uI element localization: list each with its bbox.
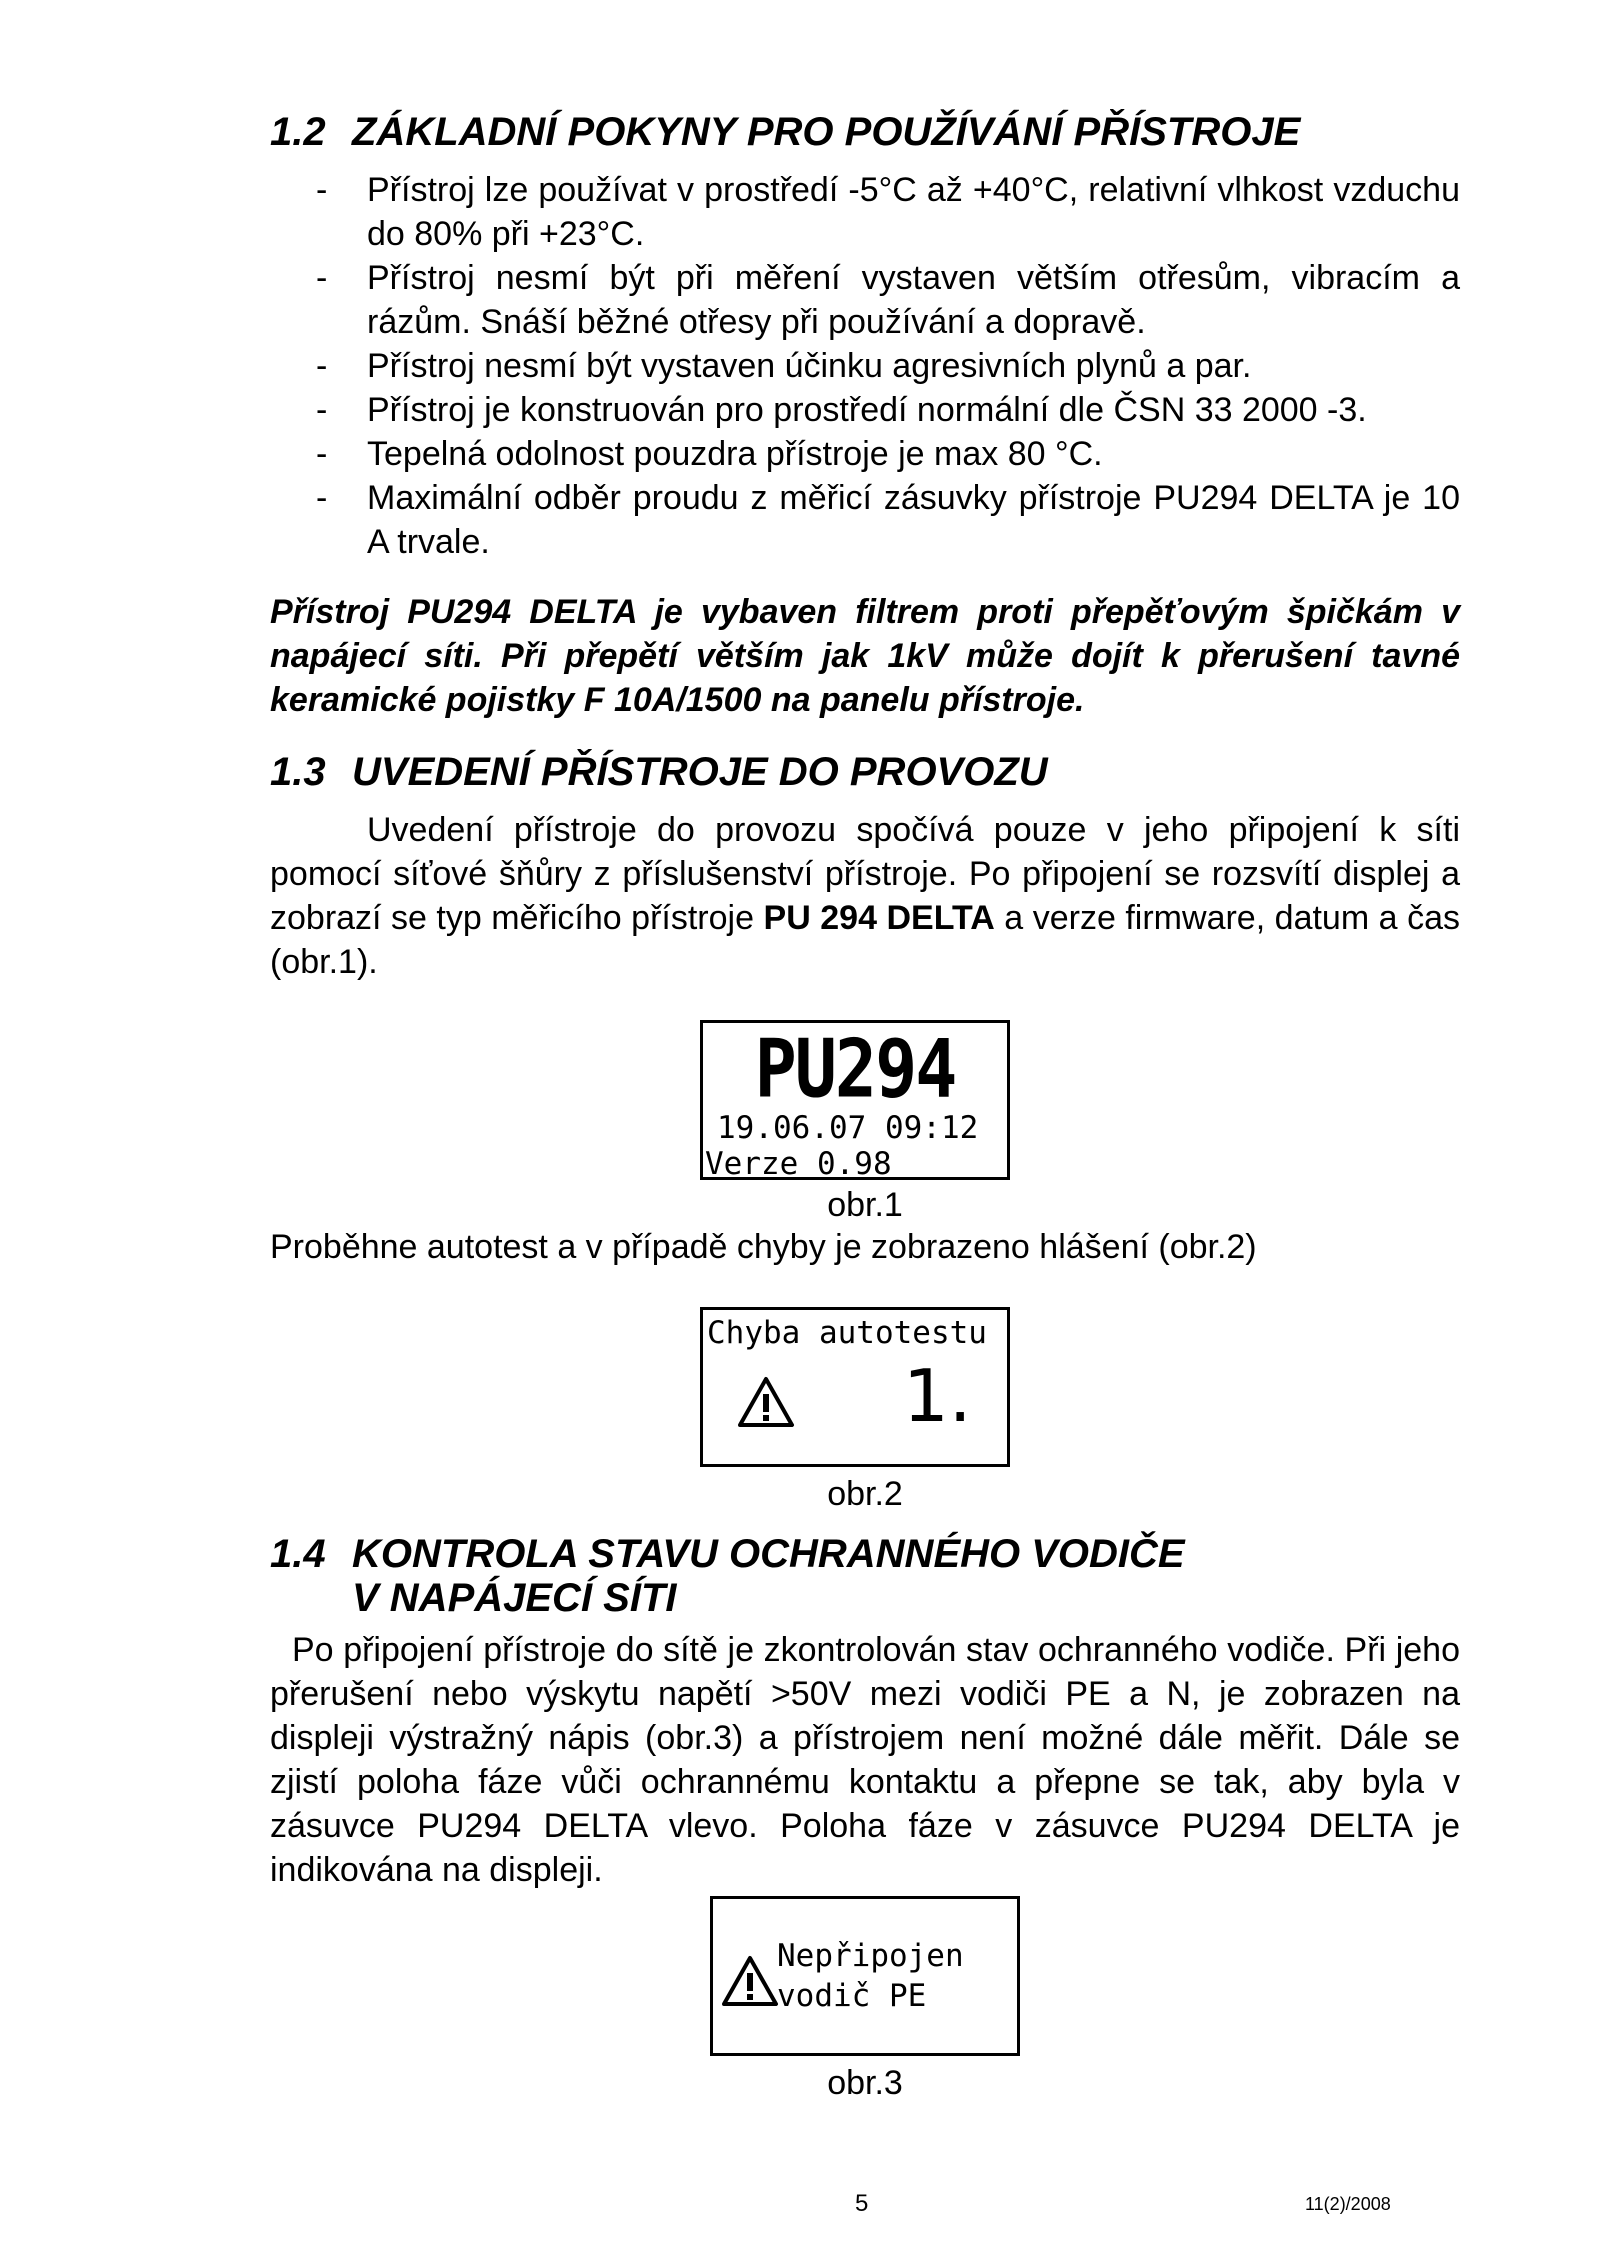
list-item: - Maximální odběr proudu z měřicí zásuvky přístroje PU294 DELTA je 10 A trvale. [270,476,1460,564]
section-1-3-heading [270,750,1460,794]
section-title: ZÁKLADNÍ POKYNY PRO POUŽÍVÁNÍ PŘÍSTROJE [352,110,1301,154]
list-item: - Přístroj nesmí být při měření vystaven větším otřesům, vibracím a rázům. Snáší běžné otřesy při používání a dopravě. [270,256,1460,344]
figure-2 [270,1307,1460,1514]
figure-caption: obr.2 [827,1475,903,1513]
section-1-2-heading [270,110,1460,154]
lcd-display-startup [700,1020,1010,1180]
lcd-display-pe-warning [710,1896,1020,2056]
autotest-paragraph: Proběhne autotest a v případě chyby je zobrazeno hlášení (obr.2) [270,1228,1257,1266]
section-title-line-1: KONTROLA STAVU OCHRANNÉHO VODIČE [352,1532,1185,1576]
lcd-datetime: 19.06.07 09:12 [717,1110,979,1146]
section-title: UVEDENÍ PŘÍSTROJE DO PROVOZU [352,750,1048,794]
footer-date: 11(2)/2008 [1305,2194,1391,2214]
list-item: - Přístroj lze používat v prostředí -5°C až +40°C, relativní vlhkost vzduchu do 80% při +23°C. [270,168,1460,256]
document-page [270,110,1460,2103]
figure-caption: obr.3 [827,2064,903,2102]
startup-text-1: Uvedení přístroje do provozu spočívá pouze v jeho připojení k síti pomocí síťové šňůry z příslušenství přístroje. Po připojení se rozsvítí displej a zobrazí se typ měřicího přístroje [270,811,1460,937]
lcd-line-1: Nepřipojen [777,1938,964,1974]
lcd-message: Chyba autotestu [707,1315,987,1351]
lcd-line-2: vodič PE [777,1978,927,2014]
section-title-line-2: V NAPÁJECÍ SÍTI [352,1576,677,1620]
list-item: - Tepelná odolnost pouzdra přístroje je max 80 °C. [270,432,1460,476]
model-name: PU 294 DELTA [763,899,995,937]
list-item: - Přístroj je konstruován pro prostředí normální dle ČSN 33 2000 -3. [270,388,1460,432]
section-number: 1.4 [270,1532,326,1576]
section-number: 1.3 [270,750,326,794]
lcd-model: PU294 [754,1021,956,1117]
figure-1 [270,1020,1460,1225]
figure-caption: obr.1 [827,1186,903,1224]
startup-paragraph [270,808,1460,984]
lcd-error-code: 1. [903,1354,972,1438]
section-number: 1.2 [270,110,326,154]
figure-3 [270,1896,1460,2103]
filter-note: Přístroj PU294 DELTA je vybaven filtrem proti přepěťovým špičkám v napájecí síti. Při přepětí větším jak 1kV může dojít k přerušení tavné keramické pojistky F 10A/1500 na panelu přístroje. [270,593,1460,719]
lcd-version: Verze 0.98 [705,1146,892,1182]
warning-triangle-icon [721,1955,779,2007]
startup-text-2: a verze firmware, datum a čas (obr.1). [270,899,1460,981]
lcd-display-autotest [700,1307,1010,1467]
list-item: - Přístroj nesmí být vystaven účinku agresivních plynů a par. [270,344,1460,388]
page-number: 5 [855,2190,869,2217]
conditions-list [270,168,1460,564]
pe-check-paragraph: Po připojení přístroje do sítě je zkontrolován stav ochranného vodiče. Při jeho přerušení nebo výskytu napětí >50V mezi vodiči PE a N, je zobrazen na displeji výstražný nápis (obr.3) a přístrojem není možné dále měřit. Dále se zjistí poloha fáze vůči ochrannému kontaktu a přepne se tak, aby byla v zásuvce PU294 DELTA vlevo. Poloha fáze v zásuvce PU294 DELTA je indikována na displeji. [270,1631,1460,1889]
warning-triangle-icon [737,1376,795,1428]
section-1-4-heading [270,1532,1460,1620]
